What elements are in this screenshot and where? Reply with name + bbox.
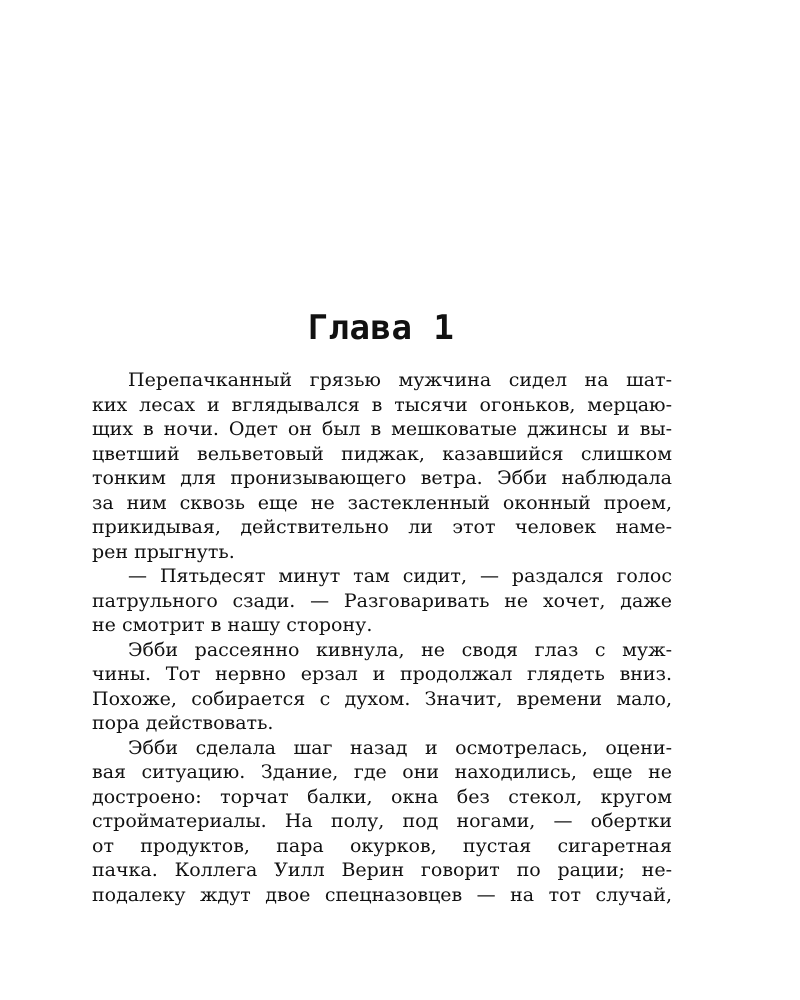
text-line: чины. Тот нервно ерзал и продолжал глядеть вниз. (92, 663, 672, 685)
text-line: не смотрит в нашу сторону. (92, 614, 373, 636)
text-line: достроено: торчат балки, окна без стекол, кругом (92, 785, 672, 808)
text-line: — Пятьдесят минут там сидит, — раздался голос (128, 565, 672, 587)
text-line: подалеку ждут двое спецназовцев — на тот случай, (92, 883, 672, 906)
text-line: Эбби сделала шаг назад и осмотрелась, оцени- (128, 736, 672, 759)
text-line: Перепачканный грязью мужчина сидел на шат- (128, 369, 672, 391)
chapter-title: Глава 1 (307, 308, 455, 348)
text-line: щих в ночи. Одет он был в мешковатые джинсы и вы- (92, 418, 672, 440)
text-line: прикидывая, действительно ли этот человек наме- (92, 516, 672, 538)
text-line: за ним сквозь еще не застекленный оконный проем, (92, 491, 672, 514)
text-line: Эбби рассеянно кивнула, не сводя глаз с муж- (128, 638, 672, 661)
text-line: пачка. Коллега Уилл Верин говорит по рации; не- (92, 859, 672, 881)
chapter-body-text (92, 368, 672, 907)
text-line: патрульного сзади. — Разговаривать не хочет, даже (92, 589, 672, 612)
text-line: стройматериалы. На полу, под ногами, — обертки (92, 810, 672, 832)
text-line: рен прыгнуть. (92, 540, 235, 563)
text-line: вая ситуацию. Здание, где они находились, еще не (92, 761, 672, 783)
text-line: ких лесах и вглядывался в тысячи огоньков, мерцаю- (92, 393, 672, 416)
text-line: от продуктов, пара окурков, пустая сигаретная (92, 834, 672, 857)
text-line: пора действовать. (92, 712, 274, 734)
text-line: тонким для пронизывающего ветра. Эбби наблюдала (92, 467, 672, 489)
text-line: цветший вельветовый пиджак, казавшийся слишком (92, 442, 672, 465)
text-line: Похоже, собирается с духом. Значит, времени мало, (92, 687, 672, 710)
